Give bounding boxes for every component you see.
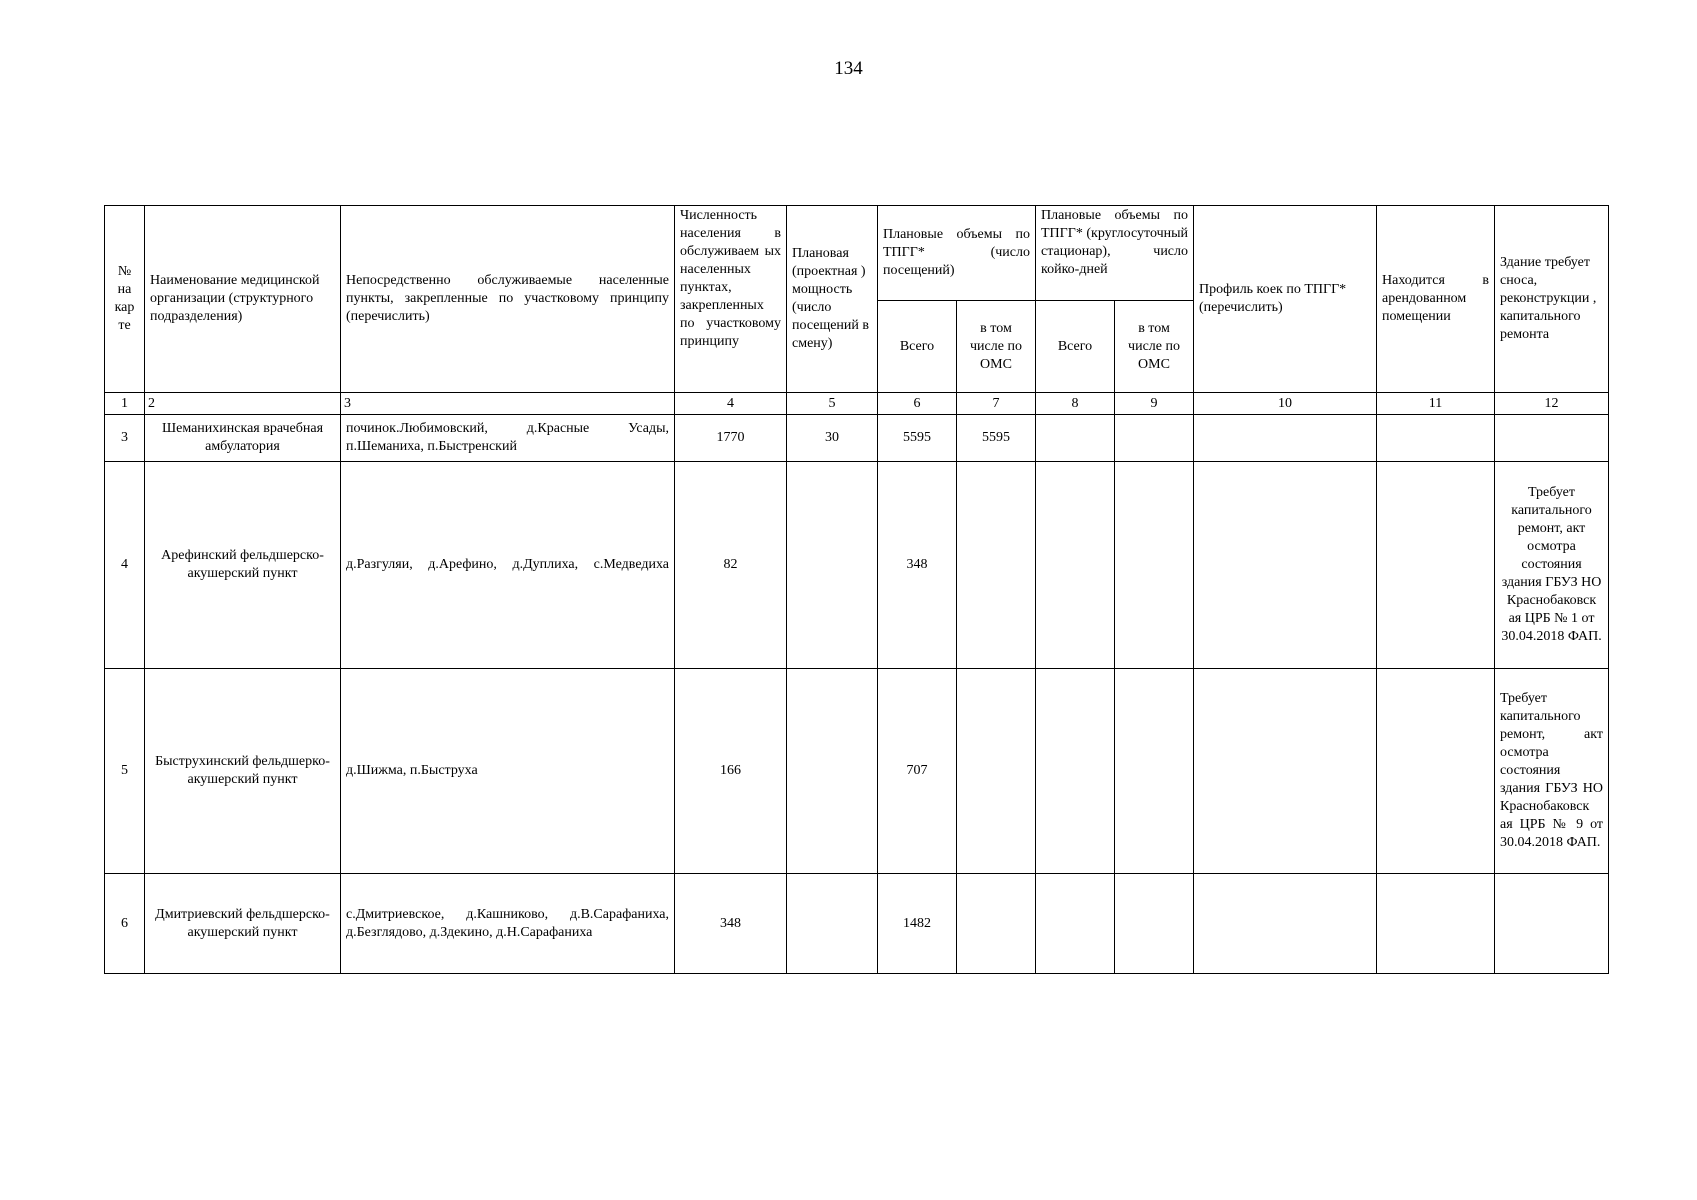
header-population: Численность населения в обслуживаем ых населенных пунктах, закрепленных по участковому принципу: [675, 206, 787, 393]
column-number: 1: [105, 393, 145, 415]
row-beds-total: [1036, 415, 1115, 462]
row-settlements: починок.Любимовский, д.Красные Усады, п.Шеманиха, п.Быстренский: [341, 415, 675, 462]
table-row: [105, 462, 1609, 669]
column-number: 5: [787, 393, 878, 415]
header-building-status: Здание требует сноса, реконструкции , капитального ремонта: [1495, 206, 1609, 393]
column-number: 4: [675, 393, 787, 415]
row-beds-total: [1036, 462, 1115, 669]
row-capacity: 30: [787, 415, 878, 462]
page-number: 134: [834, 58, 863, 79]
row-population: 82: [675, 462, 787, 669]
row-beds-oms: [1115, 415, 1194, 462]
row-settlements: д.Шижма, п.Быструха: [341, 669, 675, 874]
header-settlements: Непосредственно обслуживаемые населенные пункты, закрепленные по участковому принципу (перечислить): [341, 206, 675, 393]
row-building-status: [1495, 874, 1609, 974]
row-population: 1770: [675, 415, 787, 462]
row-capacity: [787, 669, 878, 874]
row-organization-name: Шеманихинская врачебная амбулатория: [145, 415, 341, 462]
table-row: [105, 415, 1609, 462]
row-visits-oms: [957, 874, 1036, 974]
row-building-status: [1495, 415, 1609, 462]
row-bed-profile: [1194, 669, 1377, 874]
row-map-number: 6: [105, 874, 145, 974]
row-bed-profile: [1194, 415, 1377, 462]
row-visits-oms: [957, 462, 1036, 669]
header-bed-profile: Профиль коек по ТПГГ* (перечислить): [1194, 206, 1377, 393]
row-rented: [1377, 462, 1495, 669]
row-map-number: 3: [105, 415, 145, 462]
column-number: 11: [1377, 393, 1495, 415]
row-rented: [1377, 415, 1495, 462]
column-number: 7: [957, 393, 1036, 415]
header-visits-oms: в том числе по ОМС: [957, 301, 1036, 393]
column-number: 10: [1194, 393, 1377, 415]
row-organization-name: Арефинский фельдшерско-акушерский пункт: [145, 462, 341, 669]
row-beds-oms: [1115, 462, 1194, 669]
row-organization-name: Дмитриевский фельдшерско-акушерский пункт: [145, 874, 341, 974]
row-visits-total: 5595: [878, 415, 957, 462]
row-building-status: Требует капитального ремонт, акт осмотра состояния здания ГБУЗ НО Краснобаковск ая ЦРБ № 1 от 30.04.2018 ФАП.: [1495, 462, 1609, 669]
header-beds-total: Всего: [1036, 301, 1115, 393]
header-capacity: Плановая (проектная ) мощность (число посещений в смену): [787, 206, 878, 393]
row-visits-total: 707: [878, 669, 957, 874]
row-bed-profile: [1194, 462, 1377, 669]
row-beds-oms: [1115, 874, 1194, 974]
column-number: 3: [341, 393, 675, 415]
row-beds-total: [1036, 669, 1115, 874]
column-number: 8: [1036, 393, 1115, 415]
header-organization-name: Наименование медицинской организации (структурного подразделения): [145, 206, 341, 393]
row-building-status: Требует капитального ремонт, акт осмотра состояния здания ГБУЗ НО Краснобаковск ая ЦРБ № 9 от 30.04.2018 ФАП.: [1495, 669, 1609, 874]
row-population: 166: [675, 669, 787, 874]
row-population: 348: [675, 874, 787, 974]
header-visits-total: Всего: [878, 301, 957, 393]
header-planned-beds: Плановые объемы по ТПГГ* (круглосуточный стационар), число койко-дней: [1036, 206, 1194, 301]
header-beds-oms: в том числе по ОМС: [1115, 301, 1194, 393]
row-settlements: с.Дмитриевское, д.Кашниково, д.В.Сарафаниха, д.Безглядово, д.Здекино, д.Н.Сарафаниха: [341, 874, 675, 974]
row-settlements: д.Разгуляи, д.Арефино, д.Дуплиха, с.Медведиха: [341, 462, 675, 669]
column-number: 2: [145, 393, 341, 415]
row-visits-total: 1482: [878, 874, 957, 974]
table-header: [105, 206, 1609, 415]
row-rented: [1377, 669, 1495, 874]
row-rented: [1377, 874, 1495, 974]
row-beds-oms: [1115, 669, 1194, 874]
column-number: 9: [1115, 393, 1194, 415]
header-map-number: № на кар те: [105, 206, 145, 393]
table-row: [105, 669, 1609, 874]
row-map-number: 4: [105, 462, 145, 669]
row-map-number: 5: [105, 669, 145, 874]
row-visits-oms: 5595: [957, 415, 1036, 462]
table-row: [105, 874, 1609, 974]
header-planned-visits: Плановые объемы по ТПГГ* (число посещений): [878, 206, 1036, 301]
row-visits-total: 348: [878, 462, 957, 669]
column-number: 6: [878, 393, 957, 415]
column-number: 12: [1495, 393, 1609, 415]
row-organization-name: Быструхинский фельдшерко-акушерский пункт: [145, 669, 341, 874]
row-visits-oms: [957, 669, 1036, 874]
row-capacity: [787, 462, 878, 669]
medical-facilities-table: [104, 205, 1609, 974]
row-beds-total: [1036, 874, 1115, 974]
row-bed-profile: [1194, 874, 1377, 974]
row-capacity: [787, 874, 878, 974]
header-rented: Находится в арендованном помещении: [1377, 206, 1495, 393]
column-numbers-row: [105, 393, 1609, 415]
